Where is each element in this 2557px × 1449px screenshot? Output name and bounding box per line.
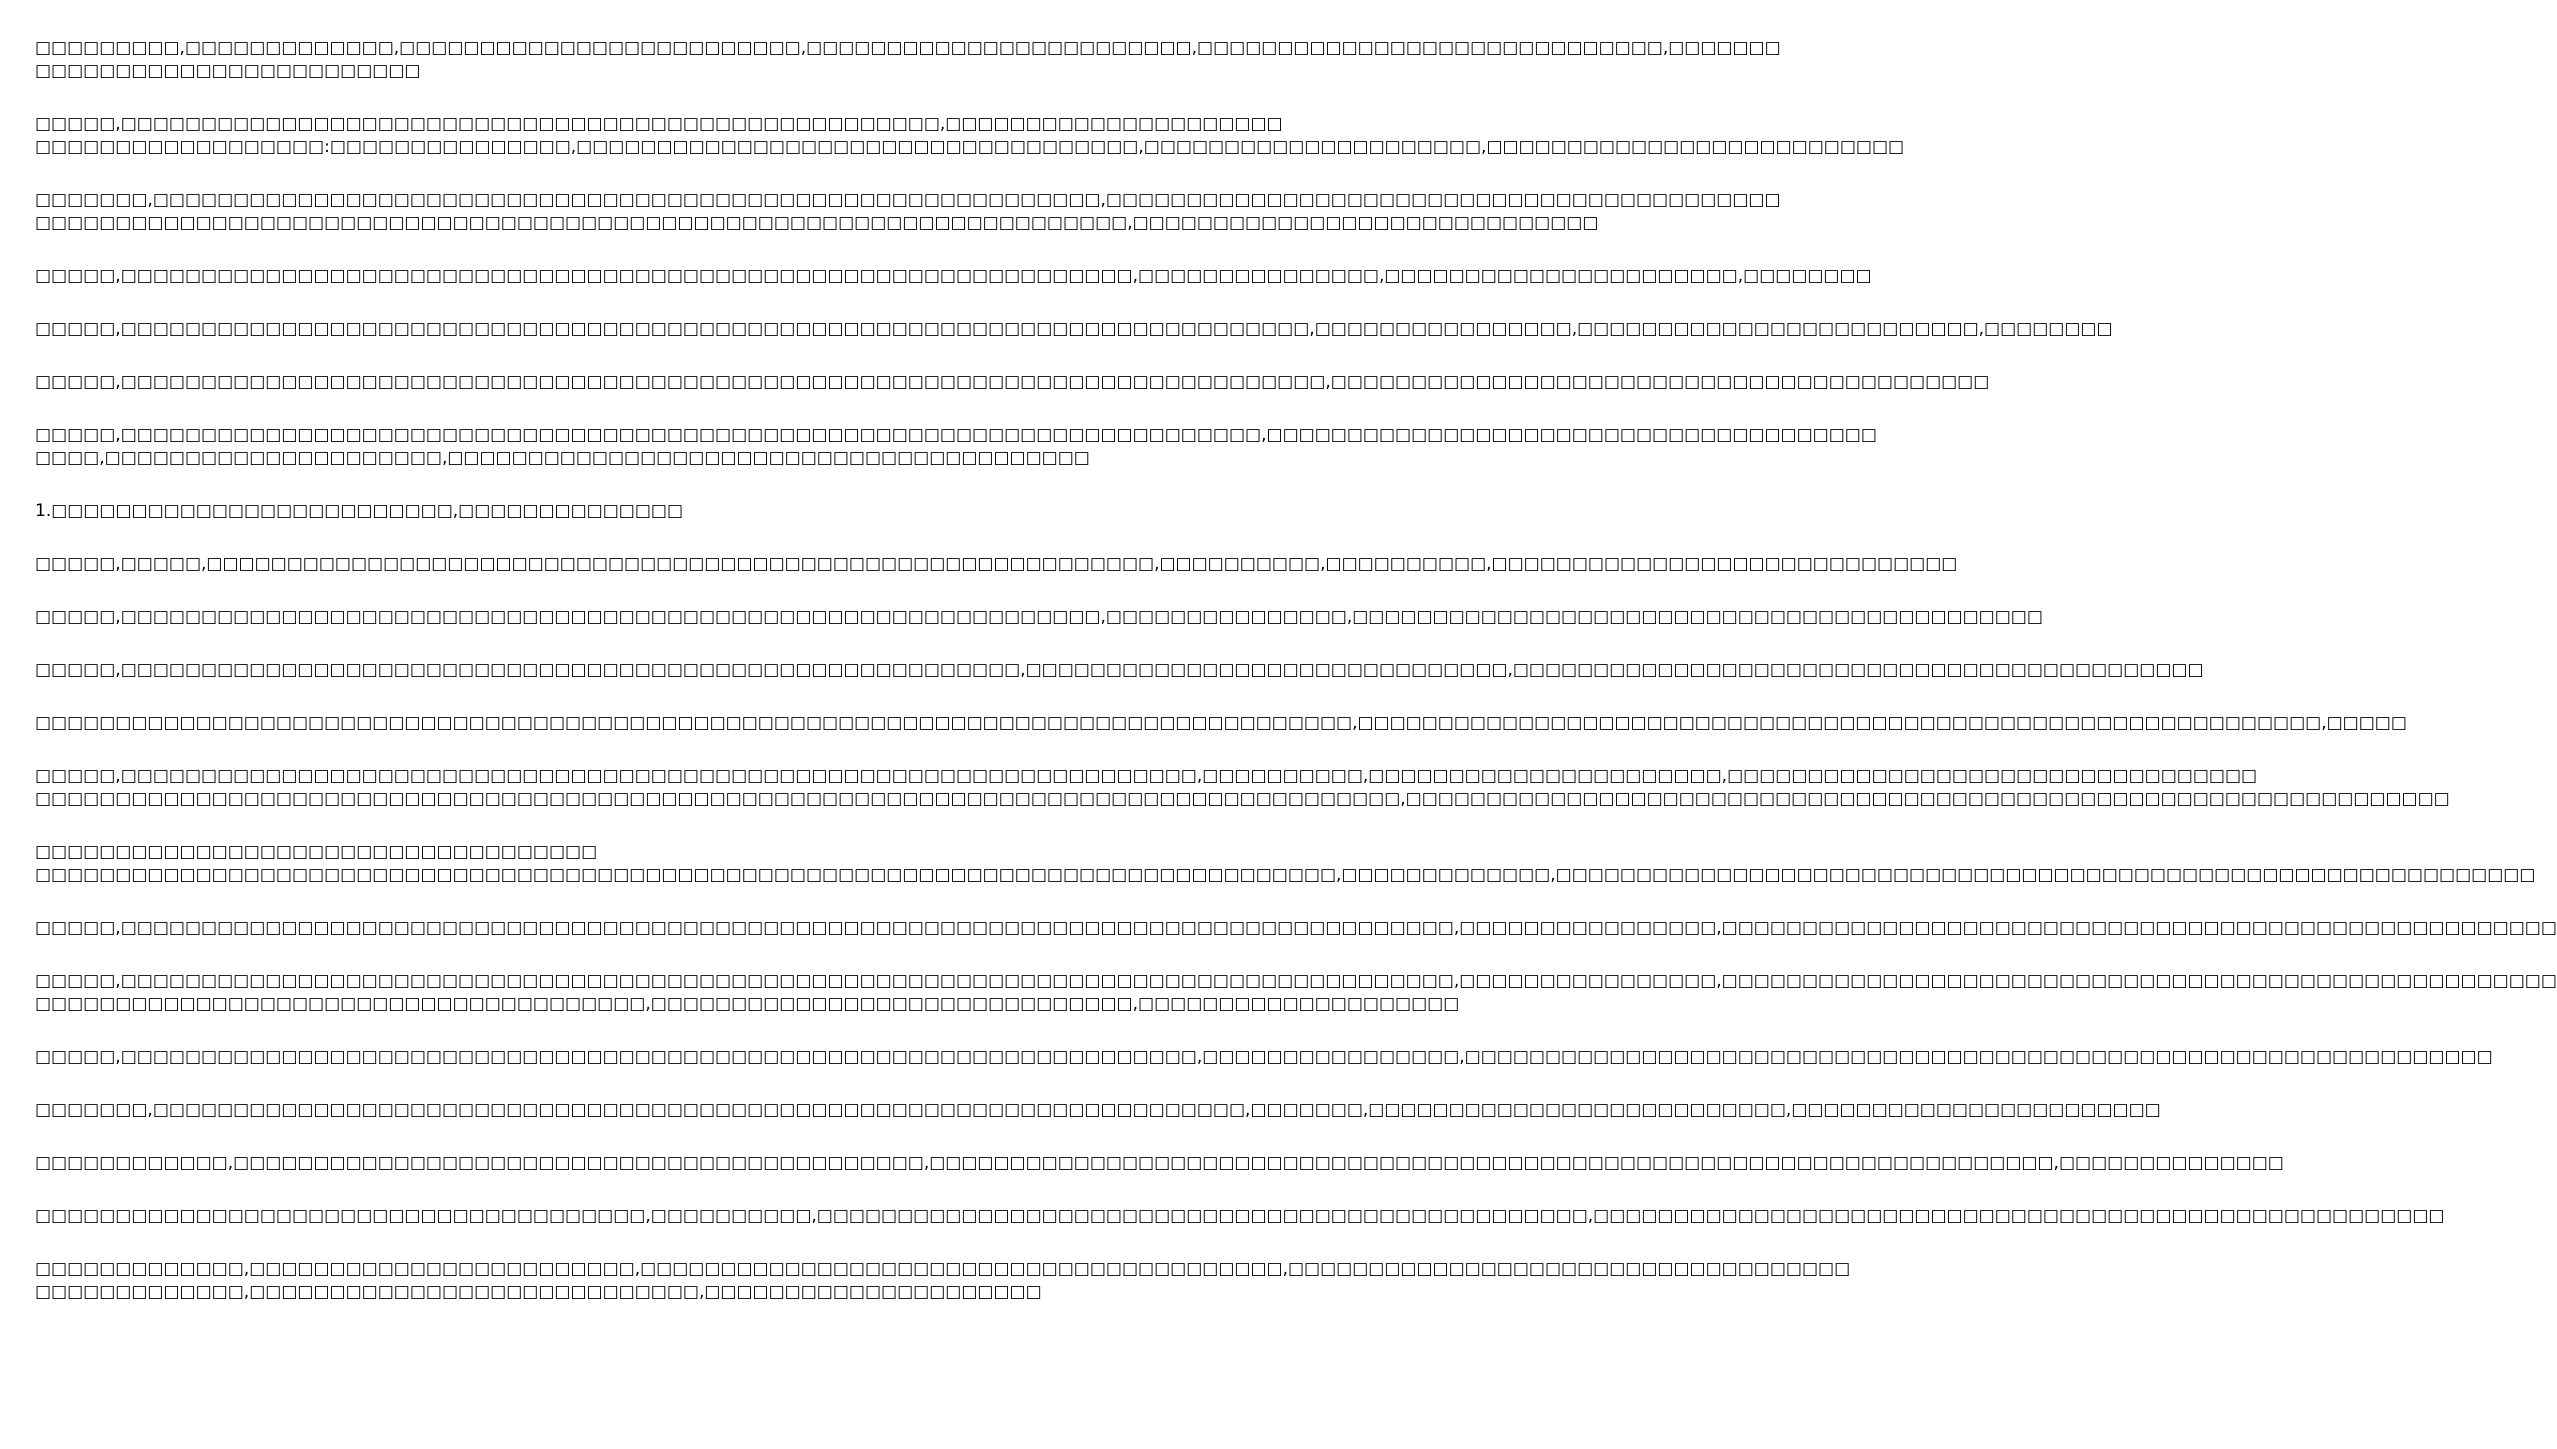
paragraph [35, 1205, 2445, 1228]
paragraph [35, 1258, 1851, 1304]
paragraph [35, 841, 2536, 887]
document-page [35, 37, 2557, 1334]
paragraph-line: □□□□□,□□□□□□□□□□□□□□□□□□□□□□□□□□□□□□□□□□□□□□□□□□□□□□□□□□□□□□□□□□□□□,□□□□□□□□□□□□□□□,□□□□□□□□□□□□□□□□□□□□□□□□□□□□□□□□□□□□□□□□□□□ [35, 607, 2043, 627]
paragraph-line: □□□□□,□□□□□□□□□□□□□□□□□□□□□□□□□□□□□□□□□□□□□□□□□□□□□□□□□□□□□□□□□□□□□□□□□□□,□□□□□□□□□□,□□□□□□□□□□□□□□□□□□□□□□,□□□□□□□□□□□□□□□□□□□□□□□□□□□□□□□□□ [35, 766, 2258, 786]
paragraph [35, 606, 2043, 629]
paragraph [35, 553, 1958, 576]
paragraph [35, 1099, 2161, 1122]
paragraph-line: □□□□□,□□□□□□□□□□□□□□□□□□□□□□□□□□□□□□□□□□□□□□□□□□□□□□□□□□□□□□□□□□□□□□□□□□□□□□□□□□□□□□□□□□□,□□□□□□□□□□□□□□□□,□□□□□□□□□□□□□□□□□□□□□□□□□□□□□□□□□□□□□□□□□□□□□□□□□□□□ [35, 918, 2557, 938]
paragraph [35, 917, 2557, 940]
paragraph-line: □□□□□□□□□,□□□□□□□□□□□□□,□□□□□□□□□□□□□□□□□□□□□□□□□,□□□□□□□□□□□□□□□□□□□□□□□□,□□□□□□□□□□□□□□□□□□□□□□□□□□□□□,□□□□□□□ [35, 38, 1781, 58]
paragraph-line: □□□□□,□□□□□□□□□□□□□□□□□□□□□□□□□□□□□□□□□□□□□□□□□□□□□□□□□□□,□□□□□□□□□□□□□□□□□□□□□ [35, 114, 1283, 134]
paragraph [35, 712, 2407, 735]
paragraph [35, 424, 1877, 470]
paragraph-line: □□□□□□□□□□□□□□□□□□□□□□□□□□□□□□□□□□□□□□,□□□□□□□□□□□□□□□□□□□□□□□□□□□□□□,□□□□□□□□□□□□□□□□□□□□ [35, 994, 1460, 1014]
paragraph-line: 1.□□□□□□□□□□□□□□□□□□□□□□□□□,□□□□□□□□□□□□□□ [35, 501, 684, 521]
paragraph-line: □□□□□□□□□□□□□□□□□□□□□□□□□□□□□□□□□□□□□□□□□□□□□□□□□□□□□□□□□□□□□□□□□□□□,□□□□□□□□□□□□□□□□□□□□□□□□□□□□□ [35, 213, 1599, 233]
paragraph [35, 500, 990, 523]
paragraph-line: □□□□□□□□□□□□□□□□□□□□□□□□□□□□□□□□□□□□□□,□□□□□□□□□□,□□□□□□□□□□□□□□□□□□□□□□□□□□□□□□□□□□□□□□□□□□□□□□□□,□□□□□□□□□□□□□□□□□□□□□□□□□□□□□□□□□□□□□□□□□□□□□□□□□□□□□ [35, 1206, 2445, 1226]
paragraph [35, 37, 1781, 83]
paragraph [35, 113, 1905, 159]
paragraph-line: □□□□,□□□□□□□□□□□□□□□□□□□□□,□□□□□□□□□□□□□□□□□□□□□□□□□□□□□□□□□□□□□□□□ [35, 448, 1090, 468]
paragraph-line: □□□□□,□□□□□□□□□□□□□□□□□□□□□□□□□□□□□□□□□□□□□□□□□□□□□□□□□□□□□□□□□□□□□□□□□□□□□□□□□□□□□□□□□□□,□□□□□□□□□□□□□□□□,□□□□□□□□□□□□□□□□□□□□□□□□□□□□□□□□□□□□□□□□□□□□□□□□□□□□ [35, 971, 2557, 991]
paragraph-line: □□□□□□□□□□□□□□□□□□□□□□□□□□□□□□□□□□□ [35, 842, 598, 862]
paragraph [35, 371, 1990, 394]
paragraph-line: □□□□□,□□□□□□□□□□□□□□□□□□□□□□□□□□□□□□□□□□□□□□□□□□□□□□□□□□□□□□□□□□□□□□□,□□□□□□□□□□□□□□□,□□□□□□□□□□□□□□□□□□□□□□,□□□□□□□□ [35, 266, 1872, 286]
paragraph-line: □□□□□,□□□□□□□□□□□□□□□□□□□□□□□□□□□□□□□□□□□□□□□□□□□□□□□□□□□□□□□□,□□□□□□□□□□□□□□□□□□□□□□□□□□□□□□,□□□□□□□□□□□□□□□□□□□□□□□□□□□□□□□□□□□□□□□□□□□ [35, 660, 2204, 680]
paragraph-line: □□□□□,□□□□□□□□□□□□□□□□□□□□□□□□□□□□□□□□□□□□□□□□□□□□□□□□□□□□□□□□□□□□□□□□□□□,□□□□□□□□□□□□□□□□,□□□□□□□□□□□□□□□□□□□□□□□□□□□□□□□□□□□□□□□□□□□□□□□□□□□□□□□□□□□□□□□□ [35, 1047, 2493, 1067]
paragraph [35, 1152, 2284, 1175]
paragraph [35, 1046, 2493, 1069]
paragraph-line: □□□□□,□□□□□□□□□□□□□□□□□□□□□□□□□□□□□□□□□□□□□□□□□□□□□□□□□□□□□□□□□□□□□□□□□□□□□□□,□□□□□□□□□□□□□□□□□□□□□□□□□□□□□□□□□□□□□□ [35, 425, 1877, 445]
paragraph-line: □□□□□□□□□□□□□□□□□□□□□□□□□□□□□□□□□□□□□□□□□□□□□□□□□□□□□□□□□□□□□□□□□□□□□□□□□□□□□□□□□,□□□□□□□□□□□□□,□□□□□□□□□□□□□□□□□□□□□□□□□□□□□□□□□□□□□□□□□□□□□□□□□□□□□□□□□□□□□ [35, 865, 2536, 885]
paragraph-line: □□□□□□□□□□□□,□□□□□□□□□□□□□□□□□□□□□□□□□□□□□□□□□□□□□□□□□□□,□□□□□□□□□□□□□□□□□□□□□□□□□□□□□□□□□□□□□□□□□□□□□□□□□□□□□□□□□□□□□□□□□□□□□□,□□□□□□□□□□□□□□ [35, 1153, 2284, 1173]
paragraph [35, 659, 2204, 682]
paragraph [35, 189, 1781, 235]
paragraph-line: □□□□□□□□□□□□□□□□□□□□□□□□ [35, 61, 421, 81]
paragraph-line: □□□□□□□□□□□□□□□□□□:□□□□□□□□□□□□□□□,□□□□□□□□□□□□□□□□□□□□□□□□□□□□□□□□□□□,□□□□□□□□□□□□□□□□□□□□□,□□□□□□□□□□□□□□□□□□□□□□□□□□ [35, 137, 1905, 157]
paragraph-line: □□□□□□□□□□□□□,□□□□□□□□□□□□□□□□□□□□□□□□□□□□,□□□□□□□□□□□□□□□□□□□□□ [35, 1282, 1042, 1302]
paragraph-line: □□□□□□□,□□□□□□□□□□□□□□□□□□□□□□□□□□□□□□□□□□□□□□□□□□□□□□□□□□□□□□□□□□□,□□□□□□□□□□□□□□□□□□□□□□□□□□□□□□□□□□□□□□□□□□ [35, 190, 1781, 210]
paragraph-line: □□□□□□□,□□□□□□□□□□□□□□□□□□□□□□□□□□□□□□□□□□□□□□□□□□□□□□□□□□□□□□□□□□□□□□□□□□□□,□□□□□□□,□□□□□□□□□□□□□□□□□□□□□□□□□□,□□□□□□□□□□□□□□□□□□□□□□□ [35, 1100, 2161, 1120]
paragraph [35, 318, 2113, 341]
paragraph-line: □□□□□□□□□□□□□,□□□□□□□□□□□□□□□□□□□□□□□□,□□□□□□□□□□□□□□□□□□□□□□□□□□□□□□□□□□□□□□□□,□□□□□□□□□□□□□□□□□□□□□□□□□□□□□□□□□□□ [35, 1259, 1851, 1279]
paragraph-line: □□□□□□□□□□□□□□□□□□□□□□□□□□□□□□□□□□□□□□□□□□□□□□□□□□□□□□□□□□□□□□□□□□□□□□□□□□□□□□□□□□,□□□□□□□□□□□□□□□□□□□□□□□□□□□□□□□□□□□□□□□□□□□□□□□□□□□□□□□□□□□□,□□□□□ [35, 713, 2407, 733]
paragraph-line: □□□□□,□□□□□□□□□□□□□□□□□□□□□□□□□□□□□□□□□□□□□□□□□□□□□□□□□□□□□□□□□□□□□□□□□□□□□□□□□□□,□□□□□□□□□□□□□□□□□□□□□□□□□□□□□□□□□□□□□□□□□ [35, 372, 1990, 392]
paragraph-line: □□□□□,□□□□□□□□□□□□□□□□□□□□□□□□□□□□□□□□□□□□□□□□□□□□□□□□□□□□□□□□□□□□□□□□□□□□□□□□□□,□□□□□□□□□□□□□□□□,□□□□□□□□□□□□□□□□□□□□□□□□□,□□□□□□□□ [35, 319, 2113, 339]
paragraph [35, 265, 1872, 288]
paragraph [35, 765, 2450, 811]
paragraph [35, 970, 2557, 1016]
paragraph-line: □□□□□,□□□□□,□□□□□□□□□□□□□□□□□□□□□□□□□□□□□□□□□□□□□□□□□□□□□□□□□□□□□□□□□□□,□□□□□□□□□□,□□□□□□□□□□,□□□□□□□□□□□□□□□□□□□□□□□□□□□□□ [35, 554, 1958, 574]
paragraph-line: □□□□□□□□□□□□□□□□□□□□□□□□□□□□□□□□□□□□□□□□□□□□□□□□□□□□□□□□□□□□□□□□□□□□□□□□□□□□□□□□□□□□□,□□□□□□□□□□□□□□□□□□□□□□□□□□□□□□□□□□□□□□□□□□□□□□□□□□□□□□□□□□□□□□□□□ [35, 789, 2450, 809]
